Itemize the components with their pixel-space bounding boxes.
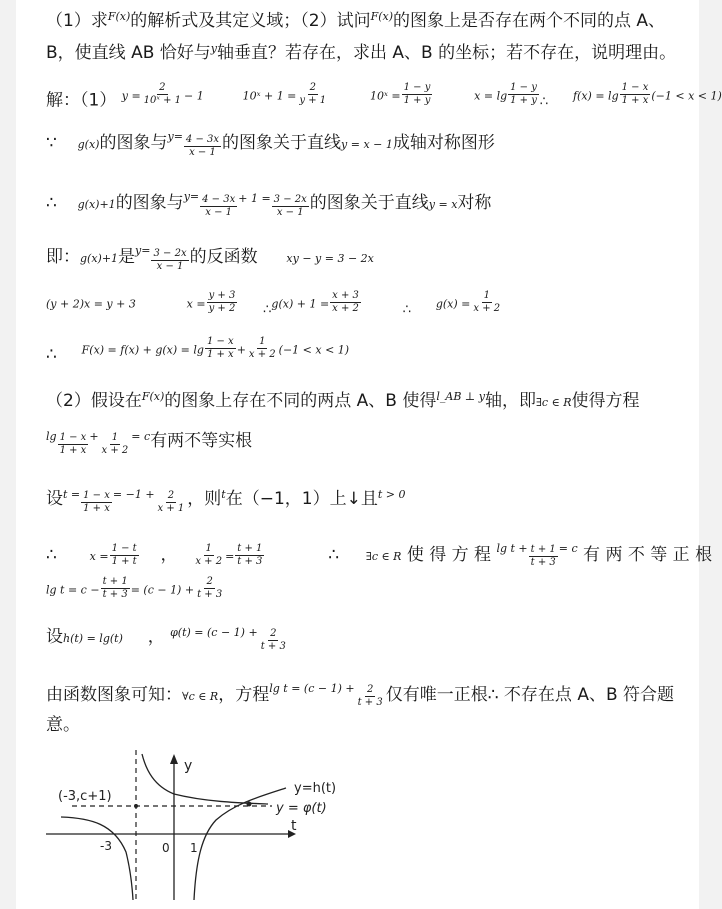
therefore: ∴ <box>46 545 57 565</box>
part2-line-8 <box>46 714 80 736</box>
text: 使 得 方 程 <box>406 545 492 565</box>
y-axis-arrow <box>170 754 178 764</box>
numerator: 1 − x <box>206 336 234 347</box>
denominator: x + 2 <box>473 303 501 314</box>
numerator: 1 − t <box>111 542 137 554</box>
numerator: 2 <box>309 82 316 93</box>
solution-line-6 <box>46 336 349 366</box>
math: lg <box>46 430 57 443</box>
solution-label: 解：（1） <box>46 90 117 111</box>
denominator: x + 2 <box>195 555 223 567</box>
part2-line-3 <box>46 484 405 515</box>
text: ，则 <box>187 489 222 509</box>
fraction <box>156 490 187 515</box>
therefore: ∴ <box>402 302 412 318</box>
tick-1: 1 <box>190 841 198 855</box>
numerator: 1 <box>111 432 119 443</box>
fraction <box>259 628 288 653</box>
numerator: t + 1 <box>102 576 128 587</box>
t-axis-label: t <box>291 818 297 834</box>
math-y: y <box>167 130 174 143</box>
math: (y + 2)x = y + 3 <box>46 297 136 311</box>
denominator: 1 + t <box>111 555 137 567</box>
denominator: 1 + x <box>206 349 234 360</box>
numerator: 1 <box>483 290 490 301</box>
intersection-point <box>247 802 252 807</box>
fraction <box>402 82 433 107</box>
text: 使得方程 <box>571 391 640 411</box>
part2-line-6 <box>46 622 289 653</box>
fraction <box>330 290 361 315</box>
math-eq: = <box>189 190 200 203</box>
math: h(t) = lg(t) <box>63 632 123 645</box>
math-eq: = <box>141 244 151 257</box>
denominator: x + 2 <box>101 445 129 456</box>
part2-line-2 <box>46 426 252 457</box>
denominator: 1 + x <box>59 445 87 456</box>
part2-line-4 <box>46 538 713 569</box>
solution-line-4 <box>46 240 374 273</box>
math: lg t + <box>496 542 528 555</box>
denominator: t + 3 <box>357 697 383 708</box>
fraction <box>101 576 130 601</box>
math: lg t = c − <box>46 583 100 597</box>
denominator: x + 2 <box>248 349 276 360</box>
math-gx1: g(x)+1 <box>80 252 119 265</box>
text: 是 <box>118 247 136 267</box>
solution-line-2 <box>46 126 495 159</box>
fraction <box>471 290 502 315</box>
math-y: y <box>210 42 217 55</box>
numerator: y + 3 <box>208 290 236 301</box>
text: 的解析式及其定义域；（2）试问 <box>130 11 371 31</box>
text: 有两不等实根 <box>150 431 253 451</box>
fraction <box>100 432 131 457</box>
text: （1）求 <box>46 11 108 31</box>
fraction <box>235 543 264 568</box>
problem-text <box>46 6 665 32</box>
denominator: t + 3 <box>530 557 556 568</box>
numerator: 2 <box>206 576 213 587</box>
fraction <box>529 544 558 569</box>
numerator: 1 − y <box>403 82 431 93</box>
numerator: 2 <box>270 628 277 639</box>
math-eq: = <box>173 130 183 143</box>
comma: ， <box>160 545 178 565</box>
math: = c <box>131 430 151 443</box>
fraction <box>151 248 188 273</box>
math-line: y = x − 1 <box>341 138 393 151</box>
text: 的图象关于直线 <box>222 133 342 153</box>
comma: ， <box>147 627 165 647</box>
numerator: 2 <box>366 684 374 695</box>
math-Fx: F(x) <box>370 10 393 23</box>
origin-label: 0 <box>162 841 170 855</box>
math: φ(t) = (c − 1) + <box>170 626 258 639</box>
text: 的图象上是否存在两个不同的点 A、 <box>393 11 666 31</box>
fraction <box>184 134 221 159</box>
part2-line-1 <box>46 386 640 414</box>
math: xy − y = 3 − 2x <box>286 252 374 265</box>
point-label: (-3,c+1) <box>58 789 112 804</box>
math-y: y <box>135 244 142 257</box>
math-gx1: g(x)+1 <box>77 198 116 211</box>
fraction <box>193 543 224 568</box>
math: + <box>236 343 246 357</box>
math: x = <box>89 550 109 563</box>
math-t: t <box>221 488 226 501</box>
math-exists: ∃c ∈ R <box>535 396 572 409</box>
numerator: 1 − y <box>510 82 537 93</box>
math: F(x) = f(x) + g(x) = lg <box>81 343 204 357</box>
numerator: 1 <box>259 336 266 347</box>
numerator: t + 1 <box>530 544 556 555</box>
phi-curve-right-branch <box>142 754 268 804</box>
text: 即： <box>46 247 80 267</box>
math-Fx: F(x) <box>107 10 131 23</box>
denominator: x − 1 <box>156 261 184 272</box>
point-neg3-c1 <box>134 804 138 808</box>
fraction <box>247 336 278 361</box>
denominator: 10ˣ + 1 <box>143 95 182 106</box>
solution-line-1 <box>46 82 722 114</box>
numerator: t + 1 <box>237 542 263 554</box>
math: = −1 + <box>112 488 155 501</box>
therefore: ∴ <box>328 545 340 565</box>
numerator: 4 − 3x <box>202 194 236 205</box>
therefore: ∴ <box>539 94 549 110</box>
denominator: x − 1 <box>276 207 304 218</box>
fraction <box>110 543 139 568</box>
fraction <box>205 336 236 361</box>
text: 的图象与 <box>115 193 184 213</box>
math: + <box>89 430 99 443</box>
numerator: 1 − x <box>83 490 110 501</box>
math: x = <box>186 297 206 311</box>
phi-curve-label: y = φ(t) <box>276 801 327 816</box>
therefore: ∴ <box>263 302 272 318</box>
y-axis-label: y <box>184 758 193 774</box>
text: 成轴对称图形 <box>392 133 495 153</box>
h-curve-label: y=h(t) <box>294 781 337 796</box>
math: 10ˣ + 1 = <box>242 89 297 103</box>
math-perp: l_AB ⊥ y <box>436 390 485 403</box>
problem-line-2 <box>46 38 676 64</box>
denominator: x + 2 <box>332 303 359 314</box>
text: 轴，即 <box>484 391 536 411</box>
text: 轴垂直？若存在，求出 A、B 的坐标；若不存在，说明理由。 <box>216 43 677 63</box>
math-y: y <box>183 190 190 203</box>
problem-line-1 <box>46 6 689 32</box>
math-gx: g(x) <box>77 138 100 151</box>
text: 在（−1，1）上↓且 <box>225 489 378 509</box>
fraction <box>142 82 183 107</box>
because: ∵ <box>46 133 57 153</box>
document-page <box>16 0 722 909</box>
fraction <box>508 82 539 107</box>
part2-line-5 <box>46 576 225 602</box>
text: 的图象上存在不同的两点 A、B 使得 <box>164 391 437 411</box>
fraction <box>272 194 309 219</box>
math: 10ˣ = <box>369 89 401 103</box>
graph-axes <box>46 754 296 900</box>
numerator: 3 − 2x <box>153 248 187 259</box>
tick-neg3: -3 <box>100 839 112 853</box>
math-forall: ∀c ∈ R <box>182 690 219 703</box>
part2-line-7 <box>46 678 674 709</box>
text: 由函数图象可知： <box>46 685 182 705</box>
fraction <box>207 290 238 315</box>
math: f(x) = lg <box>572 89 619 103</box>
math: (−1 < x < 1) <box>278 343 350 357</box>
math: g(x) + 1 = <box>271 297 330 311</box>
math: lg t = (c − 1) + <box>269 682 355 695</box>
text: 的图象关于直线 <box>309 193 429 213</box>
therefore: ∴ <box>46 344 57 365</box>
text: （2）假设在 <box>46 391 142 411</box>
math-line: y = x <box>428 198 458 211</box>
math: = <box>225 550 235 563</box>
solution-line-5 <box>46 290 503 322</box>
therefore: ∴ <box>46 193 57 213</box>
h-curve <box>194 788 286 900</box>
denominator: 1 + y <box>403 95 431 106</box>
math: − 1 <box>184 89 204 103</box>
text: 仅有唯一正根∴ 不存在点 A、B 符合题 <box>385 685 675 705</box>
text: ，方程 <box>218 685 270 705</box>
text: 设 <box>46 489 63 509</box>
solution-line-3 <box>46 186 491 219</box>
fraction <box>620 82 651 107</box>
denominator: 1 + x <box>621 95 649 106</box>
denominator: t + 3 <box>260 641 286 652</box>
math: g(x) = <box>435 297 471 311</box>
numerator: 1 − x <box>59 432 87 443</box>
denominator: y + 2 <box>208 303 236 314</box>
math-exists: ∃c ∈ R <box>365 550 402 563</box>
math: = (c − 1) + <box>130 583 195 597</box>
math: + 1 = <box>238 192 271 205</box>
text: 意。 <box>46 715 80 735</box>
math: x = lg <box>474 89 508 103</box>
numerator: 1 − x <box>621 82 649 93</box>
numerator: 1 <box>205 542 212 554</box>
denominator: 1 + y <box>510 95 537 106</box>
fraction <box>195 576 224 601</box>
denominator: t + 3 <box>102 589 128 600</box>
fraction <box>58 432 89 457</box>
function-graph <box>36 740 356 905</box>
fraction <box>356 684 385 709</box>
text: 的反函数 <box>189 247 258 267</box>
text: 的图象与 <box>99 133 168 153</box>
phi-curve-left-branch <box>61 817 133 900</box>
numerator: x + 3 <box>332 290 359 301</box>
fraction <box>81 490 112 515</box>
denominator: x + 1 <box>157 503 185 514</box>
math: t = <box>63 488 81 501</box>
text: 有 两 不 等 正 根 <box>583 545 713 565</box>
denominator: 1 + x <box>83 503 110 514</box>
numerator: 3 − 2x <box>273 194 307 205</box>
numerator: 4 − 3x <box>185 134 220 145</box>
math: t > 0 <box>377 488 406 501</box>
denominator: t + 3 <box>237 555 263 567</box>
numerator: 2 <box>159 82 166 93</box>
fraction <box>200 194 237 219</box>
denominator: x − 1 <box>205 207 233 218</box>
denominator: y + 1 <box>299 95 327 106</box>
denominator: x − 1 <box>189 147 216 158</box>
math: y = <box>121 89 141 103</box>
text: 设 <box>46 627 63 647</box>
math: = c <box>558 542 578 555</box>
text: 对称 <box>457 193 492 213</box>
math-Fx: F(x) <box>141 390 165 403</box>
text: B，使直线 AB 恰好与 <box>46 43 211 63</box>
numerator: 2 <box>167 490 175 501</box>
denominator: t + 3 <box>197 589 223 600</box>
fraction <box>297 82 328 107</box>
math: (−1 < x < 1) <box>651 89 722 103</box>
